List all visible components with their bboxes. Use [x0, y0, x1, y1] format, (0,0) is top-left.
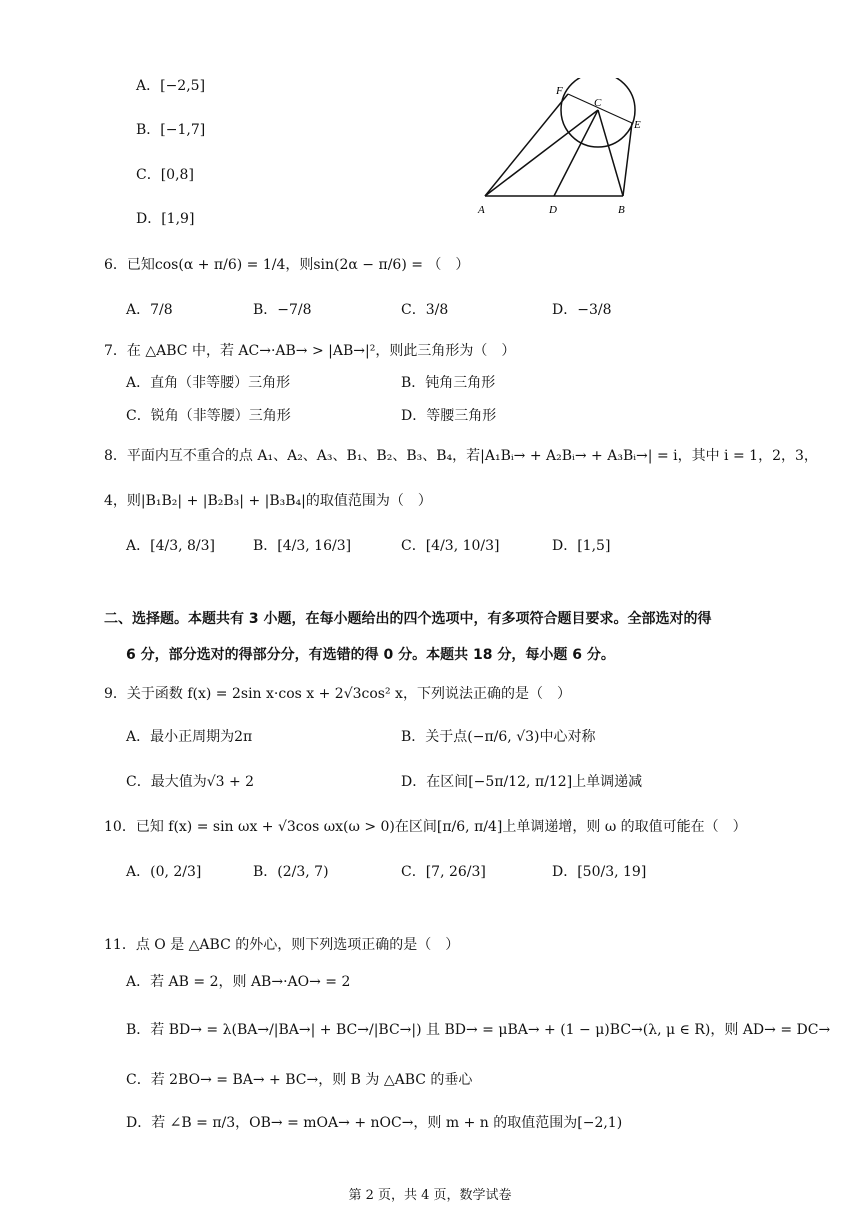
q10-option-b: B．(2/3, 7)	[253, 864, 329, 880]
q11-stem: 11．点 O 是 △ABC 的外心，则下列选项正确的是（ ）	[104, 937, 460, 953]
label-f: F	[556, 85, 563, 97]
q9-option-d: D．在区间[−5π/12, π/12]上单调递减	[401, 774, 643, 790]
q11-option-a: A．若 AB = 2，则 AB→·AO→ = 2	[126, 974, 351, 990]
q11-option-b: B．若 BD→ = λ(BA→/|BA→| + BC→/|BC→|) 且 BD→ = μBA→ + (1 − μ)BC→(λ, μ ∈ R)，则 AD→ = DC→	[126, 1022, 831, 1038]
q7-stem: 7．在 △ABC 中，若 AC→·AB→ > |AB→|²，则此三角形为（ ）	[104, 343, 516, 359]
q10-option-c: C．[7, 26/3]	[401, 864, 486, 880]
q8-option-a: A．[4/3, 8/3]	[126, 538, 215, 554]
q8-stem-line2: 4，则|B₁B₂| + |B₂B₃| + |B₃B₄|的取值范围为（ ）	[104, 493, 432, 509]
geometry-figure	[470, 78, 650, 223]
q9-stem: 9．关于函数 f(x) = 2sin x·cos x + 2√3cos² x，下列说法正确的是（ ）	[104, 686, 571, 702]
q11-option-d: D．若 ∠B = π/3，OB→ = mOA→ + nOC→，则 m + n 的取值范围为[−2,1)	[126, 1115, 623, 1131]
section2-heading-line1: 二、选择题。本题共有 3 小题，在每小题给出的四个选项中，有多项符合题目要求。全部选对的得	[104, 611, 712, 627]
q6-option-c: C．3/8	[401, 302, 449, 318]
q8-option-d: D．[1,5]	[552, 538, 611, 554]
q9-option-a: A．最小正周期为2π	[126, 729, 253, 745]
q5-option-a: A．[−2,5]	[136, 78, 206, 94]
q10-stem: 10．已知 f(x) = sin ωx + √3cos ωx(ω > 0)在区间[π/6, π/4]上单调递增，则 ω 的取值可能在（ ）	[104, 819, 747, 835]
q8-stem-line1: 8．平面内互不重合的点 A₁、A₂、A₃、B₁、B₂、B₃、B₄，若|A₁Bᵢ→ + A₂Bᵢ→ + A₃Bᵢ→| = i，其中 i = 1，2，3，	[104, 448, 818, 464]
q11-option-c: C．若 2BO→ = BA→ + BC→，则 B 为 △ABC 的垂心	[126, 1072, 473, 1088]
segment-bc	[598, 110, 623, 196]
section2-heading-line2: 6 分，部分选对的得部分分，有选错的得 0 分。本题共 18 分，每小题 6 分。	[126, 647, 615, 663]
q9-option-b: B．关于点(−π/6, √3)中心对称	[401, 729, 596, 745]
q7-option-d: D．等腰三角形	[401, 408, 497, 424]
q8-option-b: B．[4/3, 16/3]	[253, 538, 352, 554]
q9-option-c: C．最大值为√3 + 2	[126, 774, 255, 790]
q6-option-d: D．−3/8	[552, 302, 612, 318]
segment-af	[485, 94, 568, 196]
segment-dc	[554, 110, 598, 196]
q6-option-b: B．−7/8	[253, 302, 312, 318]
q6-option-a: A．7/8	[126, 302, 173, 318]
page-footer: 第 2 页，共 4 页，数学试卷	[348, 1188, 512, 1203]
label-a: A	[478, 204, 485, 216]
q7-option-a: A．直角（非等腰）三角形	[126, 375, 291, 391]
label-e: E	[634, 119, 641, 131]
q5-option-b: B．[−1,7]	[136, 122, 206, 138]
segment-be	[623, 123, 632, 196]
q5-option-d: D．[1,9]	[136, 211, 195, 227]
q7-option-c: C．锐角（非等腰）三角形	[126, 408, 291, 424]
q10-option-d: D．[50/3, 19]	[552, 864, 647, 880]
segment-ac	[485, 110, 598, 196]
q7-option-b: B．钝角三角形	[401, 375, 496, 391]
q8-option-c: C．[4/3, 10/3]	[401, 538, 500, 554]
q5-option-c: C．[0,8]	[136, 167, 194, 183]
label-b: B	[618, 204, 625, 216]
q10-option-a: A．(0, 2/3]	[126, 864, 202, 880]
label-c: C	[594, 97, 602, 109]
q6-stem: 6．已知cos(α + π/6) = 1/4，则sin(2α − π/6) = （ ）	[104, 257, 470, 273]
label-d: D	[549, 204, 557, 216]
